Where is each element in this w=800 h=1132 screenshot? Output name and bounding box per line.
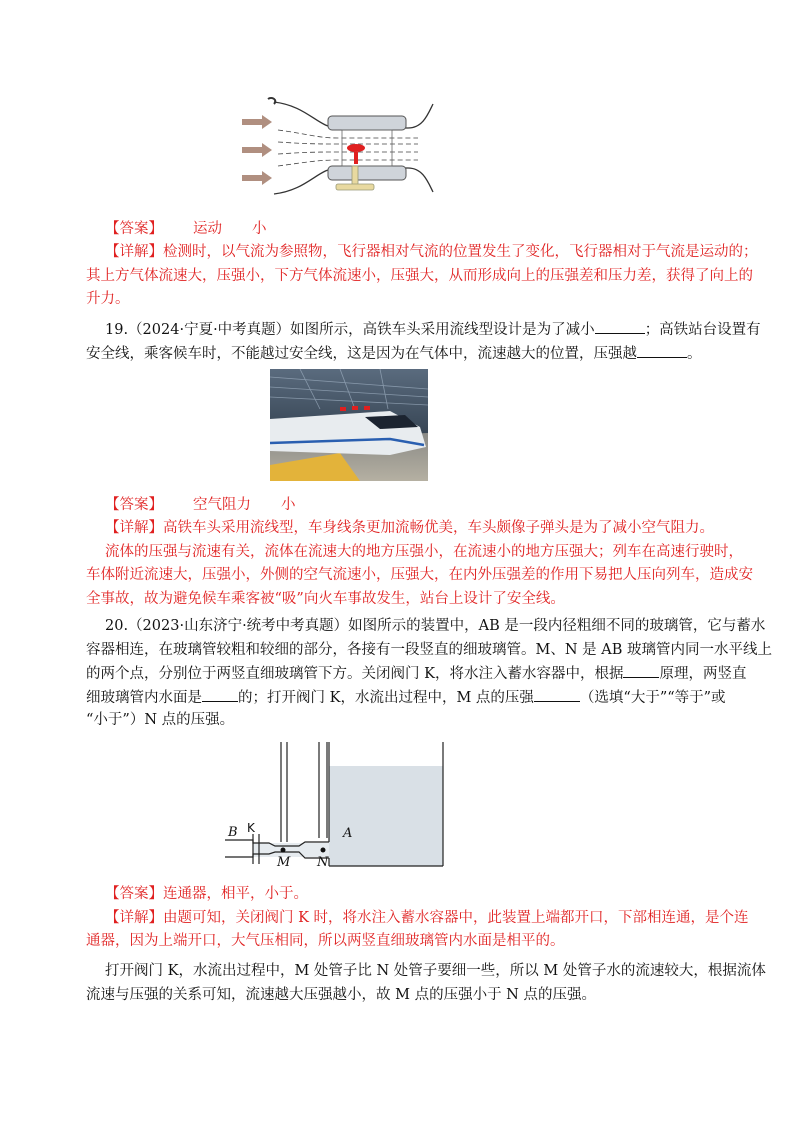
airflow-device-figure (238, 94, 438, 204)
connected-vessel-apparatus-figure (225, 740, 465, 882)
answer-blank (595, 318, 645, 334)
q19-answer (105, 494, 705, 516)
detail-text: 由题可知，关闭阀门 K 时，将水注入蓄水容器中，此装置上端都开口，下部相连通，是个连 (163, 910, 749, 926)
detail-label: 【详解】 (105, 910, 163, 926)
stem-text: 。 (687, 346, 702, 362)
stem-text: 原理，两竖直 (659, 666, 747, 682)
detail-text: 其上方气体流速大，压强小，下方气体流速小，压强大，从而形成向上的压强差和压力差，获得了向上的 (86, 268, 753, 284)
detail-text: 检测时，以气流为参照物，飞行器相对气流的位置发生了变化，飞行器相对于气流是运动的； (163, 244, 758, 260)
detail-text: 流速与压强的关系可知，流速越大压强越小，故 M 点的压强小于 N 点的压强。 (86, 987, 596, 1003)
stem-text: 安全线，乘客候车时，不能越过安全线，这是因为在气体中，流速越大的位置，压强越 (86, 346, 637, 362)
label-m: M (277, 855, 291, 870)
answer-label: 【答案】 (105, 886, 163, 902)
stem-text: （选填“大于”“等于”或 (579, 690, 726, 706)
detail-text: 高铁车头采用流线型，车身线条更加流畅优美，车头颇像子弹头是为了减小空气阻力。 (163, 520, 714, 536)
answer-blank (202, 686, 238, 702)
detail-text: 打开阀门 K，水流出过程中，M 处管子比 N 处管子要细一些，所以 M 处管子水的流速较大，根据流体 (105, 963, 766, 979)
q20-detail-line (105, 960, 766, 982)
answer-value: 连通器，相平，小于。 (163, 886, 308, 902)
q20-stem (86, 709, 686, 731)
answer-value: 小 (281, 497, 296, 513)
answer-value: 空气阻力 (193, 497, 251, 513)
q20-stem (86, 662, 747, 685)
q19-detail-line (105, 517, 714, 539)
answer-label: 【答案】 (105, 221, 163, 237)
q19-stem (105, 318, 761, 341)
stem-text: 19.（2024·宁夏·中考真题）如图所示，高铁车头采用流线型设计是为了减小 (105, 322, 595, 338)
detail-text: 升力。 (86, 291, 130, 307)
answer-blank (623, 662, 659, 678)
detail-label: 【详解】 (105, 244, 163, 260)
stem-text: “小于”）N 点的压强。 (86, 712, 235, 728)
label-k: K (247, 821, 255, 835)
q19-detail-line (86, 588, 686, 610)
stem-text: 容器相连，在玻璃管较粗和较细的部分，各接有一段竖直的细玻璃管。M、N 是 AB 玻璃管内同一水平线上 (86, 642, 772, 658)
detail-text: 流体的压强与流速有关，流体在流速大的地方压强小，在流速小的地方压强大；列车在高速行驶时， (105, 544, 743, 560)
detail-text: 车体附近流速大，压强小，外侧的空气流速小，压强大，在内外压强差的作用下易把人压向列车，造成安 (86, 567, 753, 583)
q18-detail-line (86, 288, 686, 310)
answer-blank (637, 342, 687, 358)
high-speed-train-photo (270, 369, 428, 481)
q20-detail-line (86, 930, 686, 952)
label-b: B (228, 825, 238, 840)
stem-text: 细玻璃管内水面是 (86, 690, 202, 706)
stem-text: 的；打开阀门 K，水流出过程中，M 点的压强 (238, 690, 534, 706)
answer-value: 小 (252, 221, 267, 237)
q20-detail-line (105, 907, 749, 929)
answer-value: 运动 (193, 221, 222, 237)
detail-text: 通器，因为上端开口，大气压相同，所以两竖直细玻璃管内水面是相平的。 (86, 933, 565, 949)
answer-blank (534, 686, 580, 702)
q20-stem (105, 615, 766, 637)
q20-stem (86, 639, 772, 661)
q20-stem (86, 686, 726, 709)
label-a: A (343, 826, 353, 841)
detail-text: 全事故，故为避免候车乘客被“吸”向火车事故发生，站台上设计了安全线。 (86, 591, 565, 607)
q19-detail-line (105, 541, 743, 563)
stem-text: ；高铁站台设置有 (644, 322, 761, 338)
q19-detail-line (86, 564, 753, 586)
answer-label: 【答案】 (105, 497, 163, 513)
stem-text: 20.（2023·山东济宁·统考中考真题）如图所示的装置中，AB 是一段内径粗细不同的玻璃管，它与蓄水 (105, 618, 766, 634)
q20-answer (105, 883, 705, 905)
q18-detail-line (86, 265, 753, 287)
q19-stem (86, 342, 702, 365)
q18-answer (105, 218, 705, 240)
detail-label: 【详解】 (105, 520, 163, 536)
label-n: N (317, 855, 329, 870)
stem-text: 的两个点，分别位于两竖直细玻璃管下方。关闭阀门 K，将水注入蓄水容器中，根据 (86, 666, 624, 682)
q20-detail-line (86, 984, 686, 1006)
q18-detail-line (105, 241, 758, 263)
